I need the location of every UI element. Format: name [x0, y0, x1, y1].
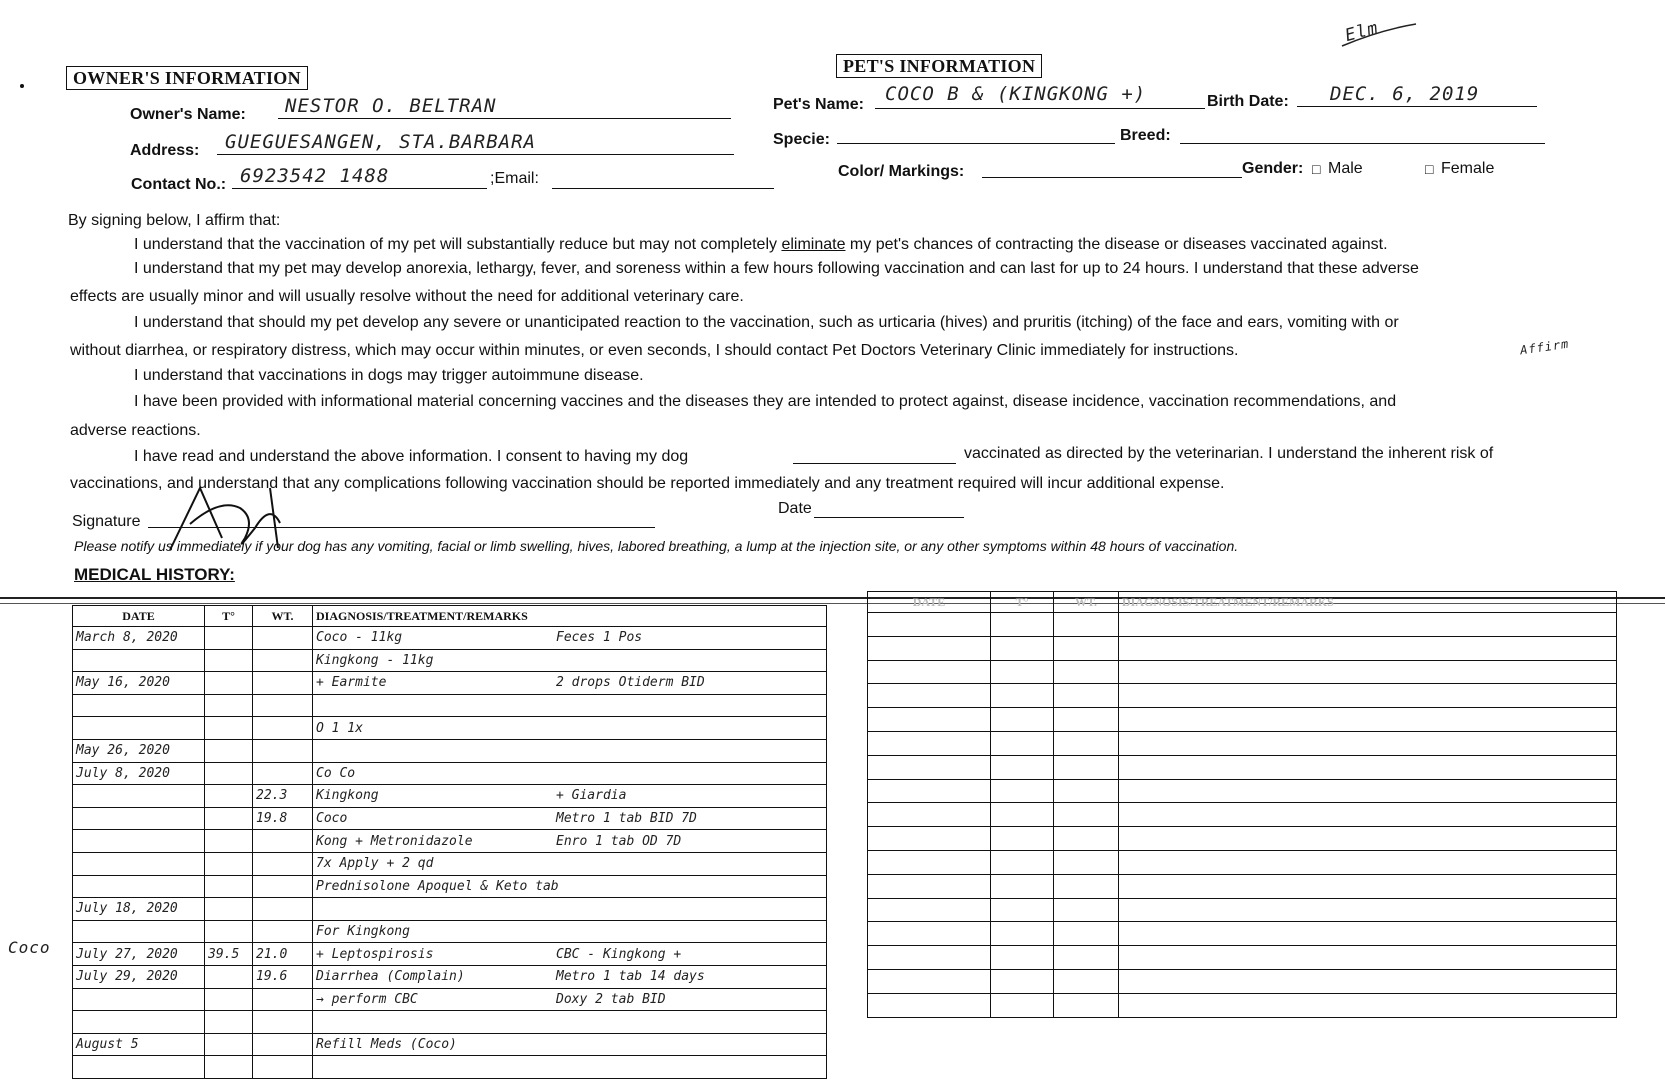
medical-date-cell: [73, 717, 205, 740]
male-checkbox[interactable]: □: [1312, 161, 1321, 177]
table-row: [73, 807, 827, 830]
medical-temp-cell: [205, 672, 253, 695]
pet-section-title: PET'S INFORMATION: [836, 54, 1042, 78]
table-row: [73, 988, 827, 1011]
medical-diagnosis-cell: [313, 898, 827, 921]
medical-date-cell: [73, 852, 205, 875]
empty-cell[interactable]: [868, 779, 991, 803]
diagnosis-text: + Earmite: [316, 675, 387, 691]
empty-cell[interactable]: [991, 993, 1054, 1017]
empty-cell[interactable]: [1119, 993, 1617, 1017]
empty-cell[interactable]: [1119, 708, 1617, 732]
consent-margin-note: Affirm: [1519, 336, 1571, 358]
empty-cell[interactable]: [1119, 636, 1617, 660]
header-weight: WT.: [1054, 592, 1119, 613]
table-row: [73, 717, 827, 740]
consent-paragraph-5-line-2: adverse reactions.: [70, 422, 201, 439]
empty-cell[interactable]: [868, 613, 991, 637]
medical-diagnosis-cell: [313, 965, 827, 988]
date-line[interactable]: [814, 495, 964, 518]
medical-weight-cell: [253, 898, 313, 921]
medical-diagnosis-cell: [313, 875, 827, 898]
empty-cell[interactable]: [1054, 898, 1119, 922]
medical-date-cell: [73, 694, 205, 717]
medical-date-cell: [73, 1056, 205, 1079]
table-row: [73, 898, 827, 921]
medical-temp-cell: [205, 762, 253, 785]
empty-cell[interactable]: [868, 755, 991, 779]
empty-cell[interactable]: [1119, 922, 1617, 946]
empty-cell[interactable]: [991, 922, 1054, 946]
table-header-row: [868, 592, 1617, 613]
diagnosis-text: Coco - 11kg: [316, 630, 403, 646]
empty-cell[interactable]: [1054, 993, 1119, 1017]
color-markings-label: Color/ Markings:: [838, 163, 965, 180]
medical-temp-cell: [205, 875, 253, 898]
medical-temp-cell: 39.5: [205, 943, 253, 966]
consent-paragraph-6-line-2: vaccinations, and understand that any complications following vaccination should be reported immediately and any treatment required will incur additional expense.: [70, 475, 1225, 492]
medical-weight-cell: [253, 649, 313, 672]
medical-date-cell: [73, 875, 205, 898]
medical-weight-cell: 21.0: [253, 943, 313, 966]
empty-cell[interactable]: [1054, 613, 1119, 637]
medical-weight-cell: [253, 1011, 313, 1034]
specie-line: [837, 121, 1115, 144]
medical-weight-cell: [253, 830, 313, 853]
table-row: [868, 898, 1617, 922]
empty-cell[interactable]: [991, 684, 1054, 708]
medical-temp-cell: [205, 1056, 253, 1079]
medical-temp-cell: [205, 1011, 253, 1034]
table-row: [868, 874, 1617, 898]
table-row: [868, 613, 1617, 637]
empty-cell[interactable]: [1119, 755, 1617, 779]
table-row: [73, 694, 827, 717]
dog-name-line: [793, 441, 956, 464]
empty-cell[interactable]: [1054, 731, 1119, 755]
medical-weight-cell: [253, 875, 313, 898]
table-row: [868, 636, 1617, 660]
diagnosis-text: Diarrhea (Complain): [316, 969, 465, 985]
medical-diagnosis-cell: [313, 1056, 827, 1079]
diagnosis-text: For Kingkong: [316, 924, 410, 940]
table-row: [73, 1033, 827, 1056]
consent-paragraph-2-line-2: effects are usually minor and will usually resolve without the need for additional veterinary care.: [70, 288, 744, 305]
consent-p1-underline: eliminate: [781, 236, 846, 253]
medical-weight-cell: [253, 1033, 313, 1056]
empty-cell[interactable]: [1054, 850, 1119, 874]
table-row: [868, 969, 1617, 993]
header-diagnosis: DIAGNOSIS/TREATMENT/REMARKS: [313, 606, 827, 627]
table-row: [868, 755, 1617, 779]
diagnosis-text: Refill Meds (Coco): [316, 1036, 457, 1052]
table-row: [868, 731, 1617, 755]
medical-temp-cell: [205, 627, 253, 650]
diagnosis-text: Coco: [316, 811, 348, 827]
medical-date-cell: July 8, 2020: [73, 762, 205, 785]
medical-diagnosis-cell: [313, 1033, 827, 1056]
diagnosis-text: → perform CBC: [316, 991, 418, 1007]
empty-cell[interactable]: [1119, 946, 1617, 970]
medical-date-cell: July 27, 2020: [73, 943, 205, 966]
table-row: [868, 922, 1617, 946]
medical-temp-cell: [205, 920, 253, 943]
table-row: [73, 943, 827, 966]
empty-cell[interactable]: [1054, 803, 1119, 827]
owner-email-label: ;Email:: [490, 170, 539, 187]
medical-date-cell: May 16, 2020: [73, 672, 205, 695]
notify-note: Please notify us immediately if your dog has any vomiting, facial or limb swelling, hives, labored breathing, a lump at the injection site, or any other symptoms within 48 hours of vaccination.: [74, 538, 1239, 554]
table-row: [868, 684, 1617, 708]
empty-cell[interactable]: [868, 969, 991, 993]
owner-name-value: NESTOR O. BELTRAN: [285, 95, 497, 117]
empty-cell[interactable]: [991, 874, 1054, 898]
consent-intro: By signing below, I affirm that:: [68, 212, 281, 229]
medical-temp-cell: [205, 694, 253, 717]
empty-cell[interactable]: [991, 803, 1054, 827]
empty-cell[interactable]: [1054, 708, 1119, 732]
corner-handwritten-mark: Elm: [1342, 17, 1381, 47]
consent-paragraph-3-line-1: I understand that should my pet develop any severe or unanticipated reaction to the vaccination, such as urticaria (hives) and pruritis (itching) of the face and ears, vomiting with or: [134, 314, 1399, 331]
empty-cell[interactable]: [868, 708, 991, 732]
owner-address-value: GUEGUESANGEN, STA.BARBARA: [225, 131, 536, 153]
empty-cell[interactable]: [868, 993, 991, 1017]
medical-diagnosis-cell: [313, 785, 827, 808]
medical-diagnosis-cell: [313, 920, 827, 943]
treatment-text: + Giardia: [556, 788, 627, 804]
medical-temp-cell: [205, 898, 253, 921]
medical-side-note: Coco: [8, 938, 51, 957]
table-row: [868, 803, 1617, 827]
breed-line: [1180, 121, 1545, 144]
empty-cell[interactable]: [1054, 636, 1119, 660]
date-label: Date: [778, 500, 812, 517]
header-weight: WT.: [253, 606, 313, 627]
header-temp: T°: [991, 592, 1054, 613]
medical-temp-cell: [205, 739, 253, 762]
empty-cell[interactable]: [991, 755, 1054, 779]
table-row: [73, 762, 827, 785]
medical-date-cell: March 8, 2020: [73, 627, 205, 650]
empty-cell[interactable]: [868, 874, 991, 898]
specie-label: Specie:: [773, 131, 830, 148]
empty-cell[interactable]: [1054, 969, 1119, 993]
medical-weight-cell: 19.8: [253, 807, 313, 830]
empty-cell[interactable]: [1054, 684, 1119, 708]
empty-cell[interactable]: [991, 636, 1054, 660]
owner-contact-label: Contact No.:: [131, 176, 227, 193]
empty-cell[interactable]: [991, 898, 1054, 922]
empty-cell[interactable]: [868, 803, 991, 827]
medical-weight-cell: [253, 694, 313, 717]
medical-temp-cell: [205, 988, 253, 1011]
table-row: [73, 830, 827, 853]
empty-cell[interactable]: [868, 946, 991, 970]
medical-diagnosis-cell: [313, 739, 827, 762]
consent-paragraph-4: I understand that vaccinations in dogs may trigger autoimmune disease.: [134, 367, 644, 384]
diagnosis-text: 7x Apply + 2 qd: [316, 856, 434, 872]
medical-temp-cell: [205, 649, 253, 672]
empty-cell[interactable]: [991, 731, 1054, 755]
consent-p1-b: my pet's chances of contracting the disease or diseases vaccinated against.: [845, 236, 1388, 253]
diagnosis-text: Co Co: [316, 765, 356, 781]
medical-date-cell: [73, 920, 205, 943]
medical-diagnosis-cell: [313, 717, 827, 740]
medical-date-cell: May 26, 2020: [73, 739, 205, 762]
medical-date-cell: August 5: [73, 1033, 205, 1056]
medical-weight-cell: [253, 988, 313, 1011]
empty-cell[interactable]: [1054, 755, 1119, 779]
medical-diagnosis-cell: [313, 943, 827, 966]
medical-diagnosis-cell: [313, 672, 827, 695]
medical-temp-cell: [205, 785, 253, 808]
empty-cell[interactable]: [1054, 946, 1119, 970]
medical-diagnosis-cell: [313, 627, 827, 650]
table-header-row: [73, 606, 827, 627]
medical-weight-cell: [253, 1056, 313, 1079]
owner-address-label: Address:: [130, 142, 200, 159]
consent-paragraph-3-line-2: without diarrhea, or respiratory distress, which may occur within minutes, or even seconds, I should contact Pet Doctors Veterinary Clinic immediately for instructions.: [70, 342, 1239, 359]
table-row: [73, 739, 827, 762]
birth-date-value: DEC. 6, 2019: [1330, 83, 1480, 105]
empty-cell[interactable]: [1054, 779, 1119, 803]
color-markings-line: [982, 155, 1242, 178]
empty-cell[interactable]: [991, 827, 1054, 851]
empty-cell[interactable]: [1119, 850, 1617, 874]
empty-cell[interactable]: [1119, 731, 1617, 755]
table-row: [73, 672, 827, 695]
header-date: DATE: [73, 606, 205, 627]
table-row: [868, 779, 1617, 803]
consent-paragraph-5-line-1: I have been provided with informational material concerning vaccines and the diseases they are intended to protect against, disease incidence, vaccination recommendations, and: [134, 393, 1397, 410]
medical-weight-cell: [253, 627, 313, 650]
empty-cell[interactable]: [991, 946, 1054, 970]
medical-history-table-left: [72, 605, 827, 1079]
empty-cell[interactable]: [1119, 803, 1617, 827]
medical-weight-cell: [253, 717, 313, 740]
empty-cell[interactable]: [991, 850, 1054, 874]
table-row: [73, 627, 827, 650]
table-row: [73, 1056, 827, 1079]
medical-date-cell: [73, 807, 205, 830]
empty-cell[interactable]: [868, 731, 991, 755]
pet-name-value: COCO B & (KINGKONG +): [885, 83, 1147, 105]
medical-history-title: MEDICAL HISTORY:: [74, 565, 235, 584]
medical-temp-cell: [205, 1033, 253, 1056]
medical-weight-cell: [253, 739, 313, 762]
empty-cell[interactable]: [1119, 898, 1617, 922]
medical-temp-cell: [205, 830, 253, 853]
empty-cell[interactable]: [991, 779, 1054, 803]
medical-date-cell: [73, 649, 205, 672]
empty-cell[interactable]: [991, 708, 1054, 732]
owner-contact-value: 6923542 1488: [240, 165, 390, 187]
medical-weight-cell: 22.3: [253, 785, 313, 808]
diagnosis-text: + Leptospirosis: [316, 946, 434, 962]
medical-diagnosis-cell: [313, 762, 827, 785]
table-row: [73, 852, 827, 875]
pet-name-label: Pet's Name:: [773, 96, 864, 113]
consent-paragraph-6-a: I have read and understand the above information. I consent to having my dog: [134, 448, 689, 465]
treatment-text: Metro 1 tab BID 7D: [556, 811, 697, 827]
empty-cell[interactable]: [991, 660, 1054, 684]
empty-cell[interactable]: [868, 660, 991, 684]
table-row: [73, 920, 827, 943]
treatment-text: Enro 1 tab OD 7D: [556, 833, 682, 849]
table-row: [868, 708, 1617, 732]
empty-cell[interactable]: [1054, 827, 1119, 851]
medical-weight-cell: [253, 852, 313, 875]
empty-cell[interactable]: [1119, 684, 1617, 708]
medical-date-cell: [73, 830, 205, 853]
table-row: [868, 946, 1617, 970]
diagnosis-text: Kong + Metronidazole: [316, 833, 473, 849]
table-row: [73, 1011, 827, 1034]
empty-cell[interactable]: [991, 613, 1054, 637]
empty-cell[interactable]: [1054, 874, 1119, 898]
scan-speck: [20, 84, 24, 88]
medical-weight-cell: [253, 762, 313, 785]
consent-p1-a: I understand that the vaccination of my pet will substantially reduce but may not completely: [134, 236, 782, 253]
empty-cell[interactable]: [1119, 969, 1617, 993]
empty-cell[interactable]: [1119, 827, 1617, 851]
breed-label: Breed:: [1120, 127, 1171, 144]
birth-date-label: Birth Date:: [1207, 93, 1289, 110]
corner-mark-stroke: [1340, 17, 1420, 50]
table-row: [868, 827, 1617, 851]
empty-cell[interactable]: [868, 636, 991, 660]
medical-diagnosis-cell: [313, 988, 827, 1011]
empty-cell[interactable]: [1054, 660, 1119, 684]
empty-cell[interactable]: [1119, 874, 1617, 898]
empty-cell[interactable]: [991, 969, 1054, 993]
table-row: [73, 785, 827, 808]
treatment-text: Metro 1 tab 14 days: [556, 969, 705, 985]
table-row: [868, 660, 1617, 684]
treatment-text: CBC - Kingkong +: [556, 946, 682, 962]
consent-paragraph-2-line-1: I understand that my pet may develop anorexia, lethargy, fever, and soreness within a few hours following vaccination and can last for up to 24 hours. I understand that these adverse: [134, 260, 1419, 277]
medical-diagnosis-cell: [313, 807, 827, 830]
diagnosis-text: Kingkong: [316, 788, 379, 804]
medical-diagnosis-cell: [313, 852, 827, 875]
medical-date-cell: [73, 1011, 205, 1034]
diagnosis-text: Kingkong - 11kg: [316, 652, 434, 668]
table-row: [868, 850, 1617, 874]
empty-cell[interactable]: [1119, 660, 1617, 684]
empty-cell[interactable]: [868, 684, 991, 708]
medical-diagnosis-cell: [313, 694, 827, 717]
empty-cell[interactable]: [1054, 922, 1119, 946]
male-label: Male: [1328, 160, 1363, 177]
table-row: [73, 649, 827, 672]
medical-temp-cell: [205, 965, 253, 988]
table-row: [73, 965, 827, 988]
medical-weight-cell: [253, 672, 313, 695]
female-label: Female: [1441, 160, 1495, 177]
consent-paragraph-1: [134, 235, 1388, 255]
diagnosis-text: O 1 1x: [316, 720, 363, 736]
empty-cell[interactable]: [868, 922, 991, 946]
empty-cell[interactable]: [868, 898, 991, 922]
signature-label: Signature: [72, 513, 141, 530]
medical-date-cell: [73, 785, 205, 808]
empty-cell[interactable]: [1119, 779, 1617, 803]
medical-diagnosis-cell: [313, 649, 827, 672]
owner-name-label: Owner's Name:: [130, 106, 246, 123]
empty-cell[interactable]: [868, 850, 991, 874]
diagnosis-text: Prednisolone Apoquel & Keto tab: [316, 878, 559, 894]
medical-diagnosis-cell: [313, 830, 827, 853]
medical-weight-cell: [253, 920, 313, 943]
medical-weight-cell: 19.6: [253, 965, 313, 988]
treatment-text: Doxy 2 tab BID: [556, 991, 666, 1007]
treatment-text: 2 drops Otiderm BID: [556, 675, 705, 691]
medical-date-cell: [73, 988, 205, 1011]
owner-email-line: [552, 166, 774, 189]
header-diagnosis: DIAGNOSIS/TREATMENT/REMARKS: [1119, 592, 1617, 613]
treatment-text: Feces 1 Pos: [556, 630, 643, 646]
empty-cell[interactable]: [868, 827, 991, 851]
consent-paragraph-6-b: vaccinated as directed by the veterinarian. I understand the inherent risk of: [964, 445, 1494, 462]
medical-temp-cell: [205, 807, 253, 830]
owner-section-title: OWNER'S INFORMATION: [66, 66, 308, 90]
medical-date-cell: July 29, 2020: [73, 965, 205, 988]
table-row: [868, 993, 1617, 1017]
header-temp: T°: [205, 606, 253, 627]
medical-diagnosis-cell: [313, 1011, 827, 1034]
female-checkbox[interactable]: □: [1425, 161, 1434, 177]
medical-history-table-right: [867, 591, 1617, 1018]
gender-label: Gender:: [1242, 160, 1304, 177]
empty-cell[interactable]: [1119, 613, 1617, 637]
medical-temp-cell: [205, 852, 253, 875]
medical-temp-cell: [205, 717, 253, 740]
medical-date-cell: July 18, 2020: [73, 898, 205, 921]
header-date: DATE: [868, 592, 991, 613]
table-row: [73, 875, 827, 898]
